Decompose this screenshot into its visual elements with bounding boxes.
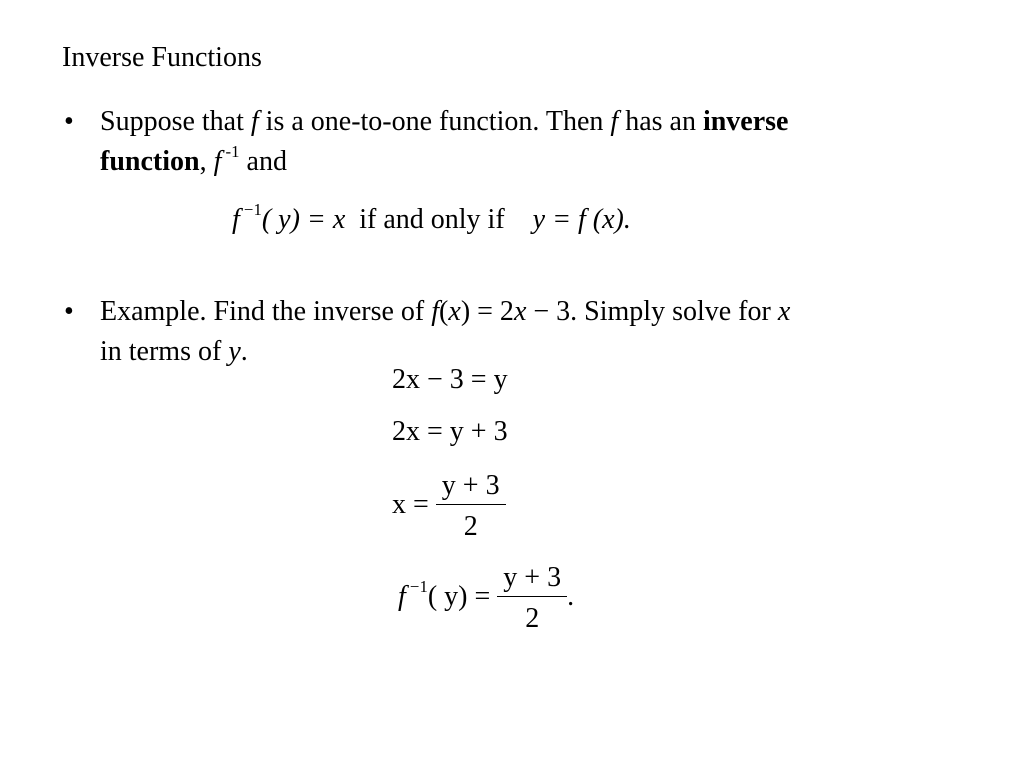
paren: ( <box>439 296 449 327</box>
text: is a one-to-one function. Then <box>258 106 611 137</box>
text: − 3. Simply solve for <box>526 296 778 327</box>
iff-text: if and only if <box>359 204 505 235</box>
x-symbol: x <box>513 296 527 327</box>
text: has an <box>618 106 703 137</box>
x-symbol: x <box>448 296 461 327</box>
f-symbol: f <box>250 106 259 137</box>
bullet-1-line-2 <box>100 142 287 178</box>
fraction <box>436 470 506 543</box>
text: and <box>239 146 287 177</box>
bullet-marker-2: • <box>64 296 74 327</box>
bold-term: function <box>100 146 200 177</box>
superscript: −1 <box>405 577 428 597</box>
bullet-1-line-1 <box>100 106 788 138</box>
f-symbol: f <box>232 204 240 235</box>
bullet-2-line-1 <box>100 296 790 328</box>
text: Example. Find the inverse of <box>100 296 432 327</box>
numerator: y + 3 <box>497 562 567 597</box>
f-symbol: f <box>213 146 222 177</box>
f-symbol: f <box>610 106 619 137</box>
step-2: 2x = y + 3 <box>392 416 508 447</box>
denominator: 2 <box>463 511 478 542</box>
numerator: y + 3 <box>436 470 506 505</box>
text: in terms of <box>100 336 229 367</box>
text: . <box>240 336 248 367</box>
text: , <box>199 146 214 177</box>
period: . <box>567 580 575 612</box>
definition-equation <box>232 200 631 236</box>
rhs-expression: y = f (x). <box>532 204 631 235</box>
fraction <box>497 562 567 635</box>
denominator: 2 <box>525 603 540 634</box>
f-symbol: f <box>398 580 406 612</box>
bullet-marker-1: • <box>64 106 74 137</box>
step-3-lhs: x = <box>392 488 429 520</box>
text: Suppose that <box>100 106 251 137</box>
y-symbol: y <box>228 336 241 367</box>
bullet-2-line-2 <box>100 336 248 368</box>
bold-term: inverse <box>702 106 789 137</box>
superscript: −1 <box>239 200 262 220</box>
x-symbol: x <box>777 296 791 327</box>
step-4 <box>398 562 574 635</box>
paren: ) <box>460 296 471 327</box>
step-4-lhs: ( y) = <box>427 580 491 612</box>
superscript: -1 <box>221 142 240 162</box>
step-1: 2x − 3 = y <box>392 364 508 395</box>
slide-title: Inverse Functions <box>62 42 262 73</box>
f-symbol: f <box>431 296 440 327</box>
text: = 2 <box>470 296 514 327</box>
step-3 <box>392 470 506 543</box>
lhs-argument: ( y) = x <box>261 204 346 235</box>
